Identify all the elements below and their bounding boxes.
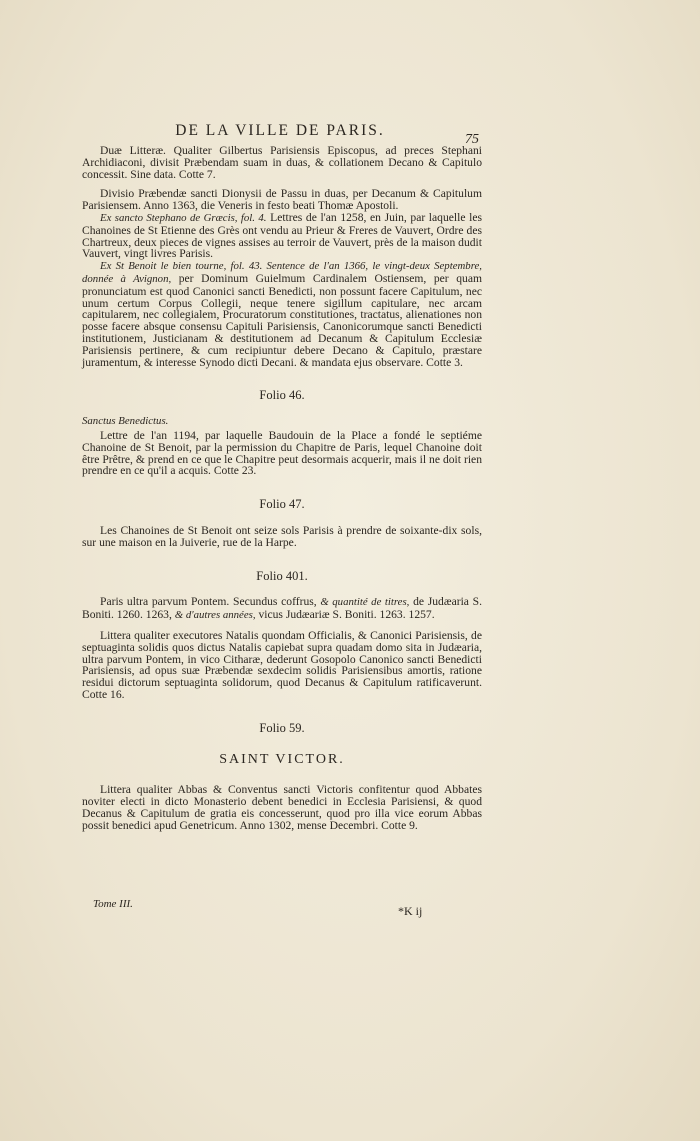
source-reference: Ex sancto Stephano de Græcis, fol. 4. — [100, 211, 267, 224]
paragraph — [82, 260, 482, 368]
paragraph-text: per Dominum Guielmum Cardinalem Ostiensem, per quam pronunciatum est quod Canonici sancti Benedicti, non possunt facere Capitulum, nec unum certum Corpus Collegii, neque tenere sigillum capitulare, nec arcam capitularem, nec collegialem, Procuratorum constitutiones, tractatus, alienationes non posse facere absque consensu Capituli Parisiensis, Canonicorumque sancti Benedicti institutionem, Justicianam & destitutionem ad Decanum & Capitulum Ecclesiæ Parisiensis pertinere, & cum recipiuntur debere Decano & Capitulo, præstare juramentum, & interesse Synodo dicti Decani. & mandata ejus observare. Cotte 3. — [82, 271, 482, 369]
paragraph — [82, 212, 482, 260]
paragraph: Les Chanoines de St Benoit ont seize sols Parisis à prendre de soixante-dix sols, sur une maison en la Juiverie, rue de la Harpe. — [82, 523, 482, 549]
italic-note: & d'autres années, — [174, 609, 256, 622]
section-title: SAINT VICTOR. — [219, 752, 345, 768]
folio-heading: Folio 401. — [256, 568, 308, 583]
running-header: DE LA VILLE DE PARIS. — [175, 122, 385, 139]
subheading: Sanctus Benedictus. — [82, 415, 169, 428]
paragraph: Littera qualiter Abbas & Conventus sancti Victoris confitentur quod Abbates noviter electi in dicto Monasterio debent benedici in Ecclesia Parisiensi, & quod Decanus & Capitulum de gratia eis concesserunt, quod pro illa vice eorum Abbas possit benedici apud Genetricum. Anno 1302, mense Decembri. Cotte 9. — [82, 783, 482, 832]
folio-heading: Folio 59. — [259, 720, 305, 735]
italic-note: & quantité de titres, — [320, 596, 410, 609]
page-number: 75 — [465, 132, 479, 147]
folio-heading: Folio 47. — [259, 497, 305, 512]
paragraph-text: de Judæaria S. Boniti. 1260. 1263, — [82, 595, 482, 622]
paragraph — [82, 596, 482, 622]
source-reference: Ex St Benoit le bien tourne, fol. 43. Sentence de l'an 1366, le vingt-deux Septembre, donnée à Avignon, — [82, 260, 482, 285]
signature-mark: *K ij — [398, 904, 423, 918]
tome-label: Tome III. — [93, 898, 133, 910]
paragraph: Duæ Litteræ. Qualiter Gilbertus Parisiensis Episcopus, ad preces Stephani Archidiaconi, divisit Præbendam suam in duas, & collationem Decano & Capitulo concessit. Sine data. Cotte 7. — [82, 144, 482, 181]
paragraph: Lettre de l'an 1194, par laquelle Baudouin de la Place a fondé le septiéme Chanoine de St Benoit, par la permission du Chapitre de Paris, lequel Chanoine doit être Prêtre, & prend en ce que le Chapitre peut desormais acquerir, mais il ne doit rien prendre en ce qu'il a acquis. Cotte 23. — [82, 428, 482, 478]
paragraph-text: Paris ultra parvum Pontem. Secundus coffrus, — [100, 595, 321, 609]
paragraph-text: Lettres de l'an 1258, en Juin, par laquelle les Chanoines de St Etienne des Grès ont vendu au Prieur & Freres de Vauvert, Ordre des Chartreux, deux pieces de vignes assises au terroir de Vauvert, près de la maison dudit Vauvert, vingt livres Parisis. — [82, 210, 482, 261]
folio-heading: Folio 46. — [259, 388, 305, 403]
paragraph-text: vicus Judæariæ S. Boniti. 1263. 1257. — [255, 608, 435, 622]
paragraph: Littera qualiter executores Natalis quondam Officialis, & Canonici Parisiensis, de septuaginta solidis quos dictus Natalis capiebat supra quadam domo sita in Judæaria, ultra parvum Pontem, in vico Citharæ, dederunt Gosopolo Canonico sancti Benedicti Parisiensis, ad opus suæ Præbendæ sexdecim solidis Parisiensibus amortis, ratione residui dictorum septuaginta solidorum, quod Decanus & Capitulum ratificaverunt. Cotte 16. — [82, 628, 482, 701]
paragraph: Divisio Præbendæ sancti Dionysii de Passu in duas, per Decanum & Capitulum Parisiensem. Anno 1363, die Veneris in festo beati Thomæ Apostoli. — [82, 187, 482, 213]
text-column — [82, 145, 482, 831]
